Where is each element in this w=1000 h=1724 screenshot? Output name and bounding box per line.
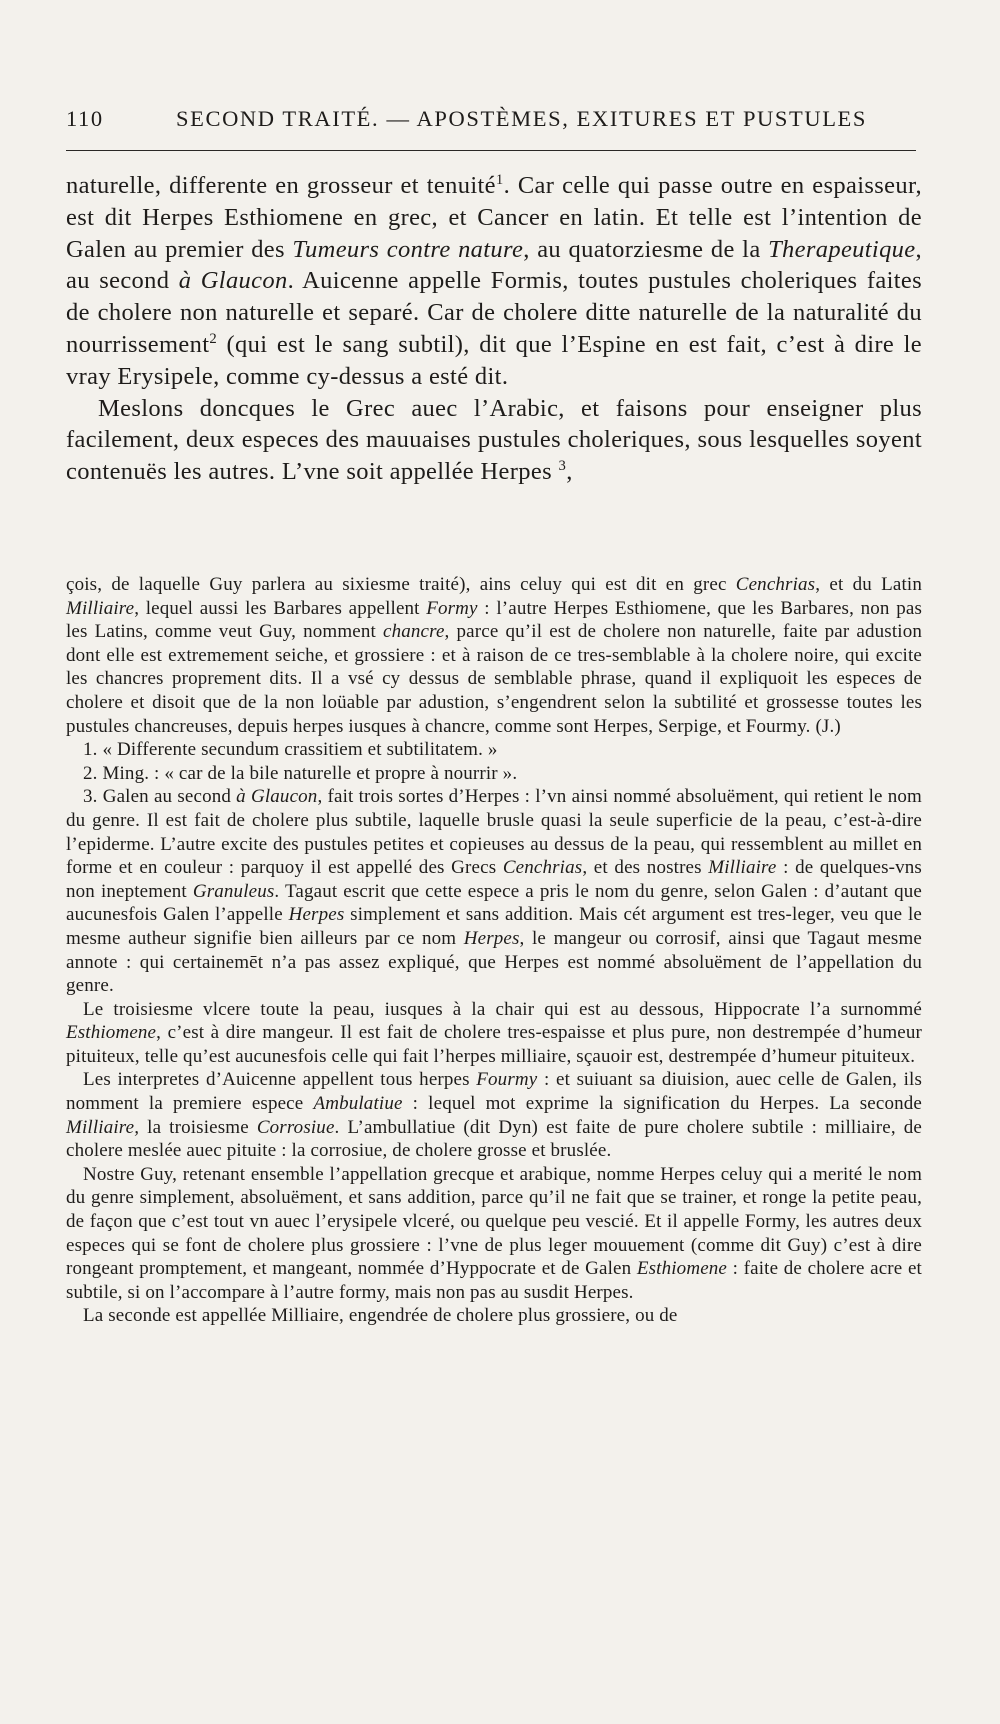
footnote-ref-2: 2 bbox=[209, 330, 218, 347]
italic-term: Corrosiue bbox=[256, 1116, 335, 1138]
italic-term: Esthiomene bbox=[66, 1022, 157, 1044]
italic-term: Esthiomene bbox=[636, 1258, 728, 1280]
italic-term: Granuleus bbox=[192, 880, 275, 902]
text-run: Les interpretes d’Auicenne appellent tous herpes bbox=[83, 1069, 477, 1091]
text-run: simplement et sans addition. Mais cét argument est tres-leger, veu que le mesme autheur signifie bien ailleurs par ce nom bbox=[66, 904, 922, 949]
main-text bbox=[66, 170, 922, 488]
text-run: naturelle, differente en grosseur et tenuité bbox=[66, 172, 496, 199]
text-run: çois, de laquelle Guy parlera au sixiesme traité), ains celuy qui est dit en grec bbox=[66, 574, 736, 595]
italic-title: à Glaucon bbox=[178, 267, 288, 295]
main-paragraph-2 bbox=[66, 393, 922, 488]
footnote-ref-3: 3 bbox=[558, 458, 567, 475]
text-run: , et du Latin bbox=[815, 574, 922, 595]
italic-term: à Glaucon bbox=[236, 786, 318, 808]
text-run: , lequel aussi les Barbares appellent bbox=[134, 597, 427, 619]
italic-term: Herpes bbox=[463, 927, 520, 949]
text-run: , au second bbox=[66, 235, 922, 295]
italic-term: Cenchrias bbox=[735, 574, 816, 595]
italic-term: Herpes bbox=[288, 904, 345, 926]
text-run: . Auicenne appelle Formis, toutes pustules choleriques faites de cholere non naturelle et separé. Car de cholere ditte naturelle de la naturalité du nourrissement bbox=[66, 267, 922, 358]
text-run: , fait trois sortes d’Herpes : l’vn ainsi nommé absoluëment, qui retient le nom du genre. Il est fait de cholere plus subtile, laquelle brusle quasi la seule superficie de la peau, c’est-à-dire l’epiderme. L’autre excite des pustules petites et copieuses au dessus de la peau, qui ressemblent au millet en forme et en couleur : parquoy il est appellé des Grecs bbox=[66, 786, 922, 879]
text-run: : et suiuant sa diuision, auec celle de Galen, ils nomment la premiere espece bbox=[66, 1069, 922, 1115]
italic-term: Milliaire, bbox=[66, 1116, 140, 1138]
text-run: : de quelques-vns non ineptement bbox=[66, 857, 922, 902]
text-run: , le mangeur ou corrosif, ainsi que Tagaut mesme annote : qui certainemēt n’a pas assez expliqué, que Herpes est nommé absoluëment de l’appellation du genre. bbox=[66, 927, 922, 997]
running-head bbox=[66, 106, 916, 142]
footnotes bbox=[66, 573, 922, 1328]
header-rule bbox=[66, 150, 916, 151]
note-paragraph-4 bbox=[66, 998, 922, 1069]
note-paragraph-6 bbox=[66, 1163, 922, 1305]
text-run: : lequel mot exprime la signification du Herpes. La seconde bbox=[402, 1093, 922, 1115]
italic-term: Formy bbox=[426, 597, 478, 619]
text-run: la troisiesme bbox=[139, 1116, 257, 1138]
text-run: . Car celle qui passe outre en espaisseur, est dit Herpes Esthiomene en grec, et Cancer en latin. Et telle est l’intention de Galen au premier des bbox=[66, 172, 922, 263]
text-run: , et des nostres bbox=[582, 857, 709, 879]
footnote-3 bbox=[66, 785, 922, 997]
text-run: (qui est le sang subtil), dit que l’Espine en est fait, c’est à dire le vray Erysipele, comme cy-dessus a esté dit. bbox=[66, 330, 922, 390]
note-paragraph-7: La seconde est appellée Milliaire, engendrée de cholere plus grossiere, ou de bbox=[83, 1305, 678, 1327]
text-run: 3. Galen au second bbox=[83, 786, 237, 808]
italic-term: chancre bbox=[383, 621, 445, 643]
text-run: , au quatorziesme de la bbox=[523, 235, 769, 263]
text-run: Meslons doncques le Grec auec l’Arabic, et faisons pour enseigner plus facilement, deux especes des mauuaises pustules choleriques, sous lesquelles soyent contenuës les autres. L’vne soit appellée Herpes bbox=[66, 394, 922, 486]
main-paragraph-1 bbox=[66, 170, 922, 393]
footnote-ref-1: 1 bbox=[495, 171, 504, 188]
footnote-2: 2. Ming. : « car de la bile naturelle et propre à nourrir ». bbox=[83, 762, 518, 784]
text-run: Nostre Guy, retenant ensemble l’appellation grecque et arabique, nomme Herpes celuy qui a merité le nom du genre simplement, absoluëment, et sans addition, parce qu’il ne fait que se trainer, et ronge la petite peau, de façon que c’est tout vn auec l’erysipele vlceré, ou quelque peu vescié. Et il appelle Formy, les autres deux especes qui se font de cholere plus grossiere : l’vne de plus leger mouuement (comme dit Guy) c’est à dire rongeant promptement, et mangeant, nommée d’Hyppocrate et de Galen bbox=[66, 1163, 922, 1280]
text-run: . Tagaut escrit que cette espece a pris le nom du genre, selon Galen : d’autant que aucunesfois Galen l’appelle bbox=[66, 880, 922, 926]
text-run: , c’est à dire mangeur. Il est fait de cholere tres-espaisse et plus pure, non destrempée d’humeur pituiteux, telle qu’est aucunesfois celle qui fait l’herpes milliaire, sçauoir est, destrempée d’humeur pituiteux. bbox=[66, 1022, 922, 1067]
italic-term: Fourmy bbox=[476, 1069, 538, 1091]
note-paragraph-5 bbox=[66, 1068, 922, 1162]
italic-term: Ambulatiue bbox=[313, 1093, 403, 1115]
note-continuation bbox=[66, 573, 922, 738]
italic-term: Cenchrias bbox=[502, 857, 583, 879]
italic-title: Therapeutique bbox=[768, 235, 916, 263]
running-title: SECOND TRAITÉ. — APOSTÈMES, EXITURES ET PUSTULES bbox=[176, 106, 868, 131]
text-run: , parce qu’il est de cholere non naturelle, faite par adustion dont elle est extremement seiche, et grossiere : et à raison de ce tres-semblable à la cholere noire, qui excite les chancres proprement dits. Il a vsé cy dessus de semblable phrase, quand il expliquoit les especes de cholere et disoit que de la non loüable par adustion, s’engendrent selon la subtilité et grossesse toutes les pustules chancreuses, depuis herpes iusques à chancre, comme sont Herpes, Serpige, et Fourmy. (J.) bbox=[66, 621, 922, 737]
text-run: , bbox=[566, 458, 573, 486]
footnote-1: 1. « Differente secundum crassitiem et subtilitatem. » bbox=[83, 739, 498, 761]
text-run: : l’autre Herpes Esthiomene, que les Barbares, non pas les Latins, comme veut Guy, nomment bbox=[66, 597, 922, 643]
text-run: Le troisiesme vlcere toute la peau, iusques à la chair qui est au dessous, Hippocrate l’a surnommé bbox=[83, 998, 922, 1020]
text-run: . L’ambullatiue (dit Dyn) est faite de pure cholere subtile : milliaire, de cholere meslée auec pituite : la corrosiue, de cholere grosse et bruslée. bbox=[66, 1116, 922, 1162]
italic-term: Milliaire bbox=[66, 597, 135, 619]
italic-title: Tumeurs contre nature bbox=[292, 235, 524, 263]
text-run: : faite de cholere acre et subtile, si on l’accompare à l’autre formy, mais non pas au susdit Herpes. bbox=[66, 1258, 922, 1303]
page-number: 110 bbox=[66, 106, 104, 131]
italic-term: Milliaire bbox=[708, 857, 777, 879]
